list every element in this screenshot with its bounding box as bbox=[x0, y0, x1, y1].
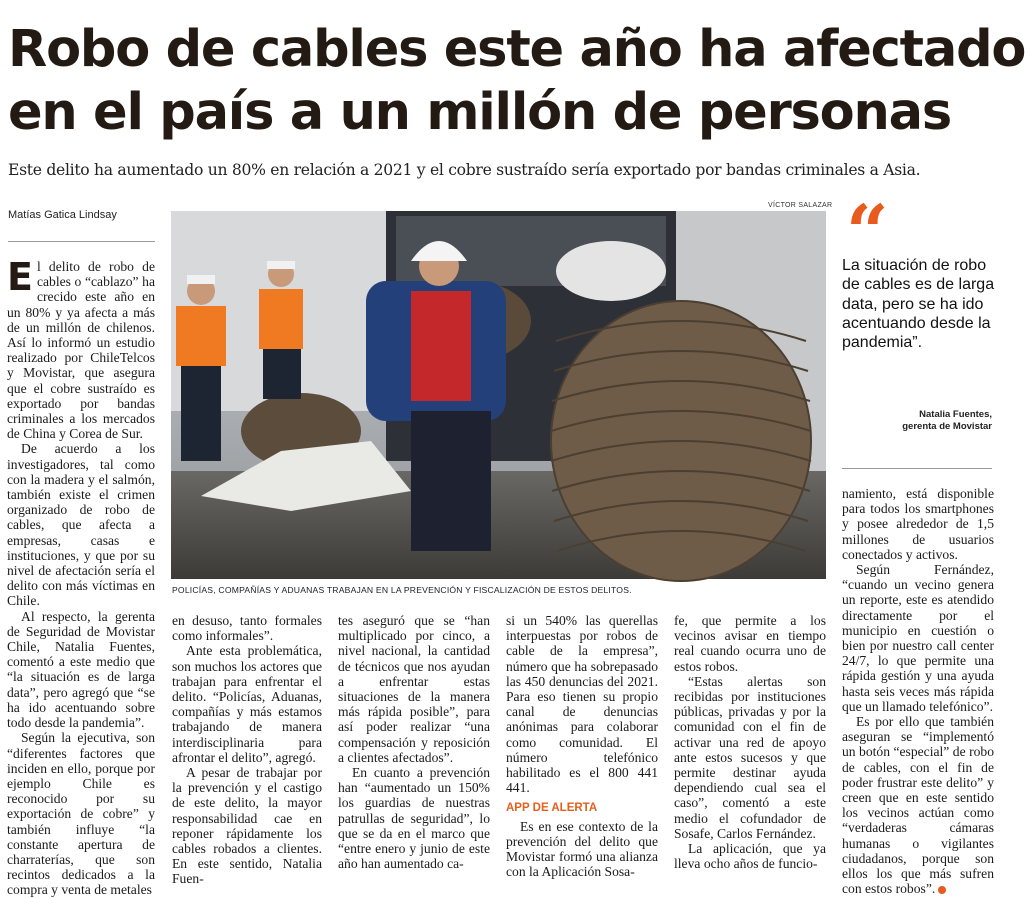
photo-credit: VÍCTOR SALAZAR bbox=[768, 202, 833, 209]
paragraph-closing: Es por ello que también aseguran se “implementó un botón “especial” de robo de cables, con el fin de poder frustrar este delito” y creen que en este sentido los vecinos actúan como “verdaderas cámaras humanas o vigilantes ciudadanos, porque son ellos los que más sufren con estos robos”. bbox=[842, 714, 994, 897]
end-of-article-icon bbox=[938, 886, 946, 894]
headline bbox=[8, 18, 1025, 144]
paragraph: si un 540% las querellas interpuestas por robos de cable de la empresa”, número que ha sobrepasado las 450 denuncias del 2021. Para eso tienen su propio canal de denuncias anónimas para colaborar como comunidad. El número telefónico habilitado es el 800 441 441. bbox=[506, 613, 658, 796]
drop-cap: E bbox=[7, 255, 33, 299]
byline-divider bbox=[8, 241, 155, 242]
headline-line-1: Robo de cables este año ha afectado bbox=[8, 20, 1025, 79]
paragraph: fe, que permite a los vecinos avisar en tiempo real cuando ocurra uno de estos robos. bbox=[674, 613, 826, 674]
pull-quote-author-role: gerenta de Movistar bbox=[902, 421, 992, 432]
paragraph: namiento, está disponible para todos los smartphones y posee alrededor de 1,5 millones de usuarios conectados y activos. bbox=[842, 486, 994, 562]
paragraph: De acuerdo a los investigadores, tal como con la madera y el salmón, también existe el crimen organizado de robo de cables, que afecta a empresas, casas e instituciones, y que por su nivel de afectación sería el delito con más víctimas en Chile. bbox=[7, 441, 155, 609]
pull-quote-text: La situación de robo de cables es de larga data, pero se ha ido acentuando desde la pandemia”. bbox=[842, 257, 995, 352]
article-column-4 bbox=[506, 613, 658, 889]
byline: Matías Gatica Lindsay bbox=[8, 209, 117, 221]
pull-quote-author-name: Natalia Fuentes, bbox=[919, 409, 992, 420]
paragraph: “Estas alertas son recibidas por instituciones públicas, privadas y por la comunidad con el fin de activar una red de apoyo ante estos sucesos y que permite destinar ayuda dependiendo cual sea el caso”, comentó a este medio el cofundador de Sosafe, Carlos Fernández. bbox=[674, 673, 826, 841]
paragraph-lead: El delito de robo de cables o “cablazo” ha crecido este año en un 80% y ya afecta a más de un millón de chilenos. Así lo informó un estudio realizado por ChileTelcos y Movistar, que asegura que el cobre sustraído es exportado por bandas criminales a los mercados de China y Corea de Sur. bbox=[7, 255, 155, 442]
article-column-1 bbox=[7, 255, 155, 898]
quote-mark-icon: “ bbox=[846, 190, 889, 276]
article-column-6 bbox=[842, 486, 994, 897]
pull-quote-divider bbox=[842, 468, 992, 469]
paragraph: Ante esta problemática, son muchos los actores que trabajan para enfrentar el delito. “Policías, Aduanas, compañías y más estamos trabajando de manera interdisciplinaria para afrontar el delito”, agregó. bbox=[172, 643, 322, 765]
headline-line-2: en el país a un millón de personas bbox=[8, 83, 951, 142]
paragraph: tes aseguró que se “han multiplicado por cinco, a nivel nacional, la cantidad de técnicos que nos ayudan a enfrentar estas situaciones de la manera más rápida posible”, para así poder realizar “una compensación y reposición a clientes afectados”. bbox=[338, 613, 490, 765]
article-column-5 bbox=[674, 613, 826, 889]
paragraph: Según la ejecutiva, son “diferentes factores que inciden en ello, porque por ejemplo Chile es reconocido por su exportación de cobre” y también influye “la constante apertura de charraterías, que son recintos dedicados a la compra y venta de metales bbox=[7, 730, 155, 898]
paragraph: Es en ese contexto de la prevención del delito que Movistar formó una alianza con la Aplicación Sosa- bbox=[506, 818, 658, 880]
paragraph: La aplicación, que ya lleva ocho años de funcio- bbox=[674, 841, 826, 872]
article-photo bbox=[171, 211, 826, 579]
article-column-3 bbox=[338, 613, 490, 889]
photo-caption: POLICÍAS, COMPAÑÍAS Y ADUANAS TRABAJAN EN LA PREVENCIÓN Y FISCALIZACIÓN DE ESTOS DELITOS. bbox=[172, 585, 632, 595]
photo-illustration bbox=[171, 211, 826, 579]
paragraph: A pesar de trabajar por la prevención y el castigo de este delito, la mayor responsabilidad cae en reponer rápidamente los cables robados a clientes. En este sentido, Natalia Fuen- bbox=[172, 765, 322, 887]
subheadline: Este delito ha aumentado un 80% en relación a 2021 y el cobre sustraído sería exportado por bandas criminales a Asia. bbox=[8, 161, 921, 179]
paragraph: En cuanto a prevención han “aumentado un 150% los guardias de nuestras patrullas de seguridad”, lo que se da en el marco que “entre enero y junio de este año han aumentado ca- bbox=[338, 765, 490, 872]
article-column-2 bbox=[172, 613, 322, 889]
paragraph: en desuso, tanto formales como informales”. bbox=[172, 613, 322, 644]
paragraph: Al respecto, la gerenta de Seguridad de Movistar Chile, Natalia Fuentes, comentó a este medio que “la situación es de larga data”, pero agregó que “se ha ido acentuando sobre todo desde la pandemia”. bbox=[7, 608, 155, 731]
paragraph: Según Fernández, “cuando un vecino genera un reporte, este es atendido directamente por el municipio en cuestión o bien por nuestro call center 24/7, lo que permite una rápida gestión y una ayuda hasta seis veces más rápida que un llamado telefónico”. bbox=[842, 562, 994, 714]
section-subtitle: APP DE ALERTA bbox=[506, 802, 598, 815]
pull-quote-author bbox=[842, 409, 992, 433]
